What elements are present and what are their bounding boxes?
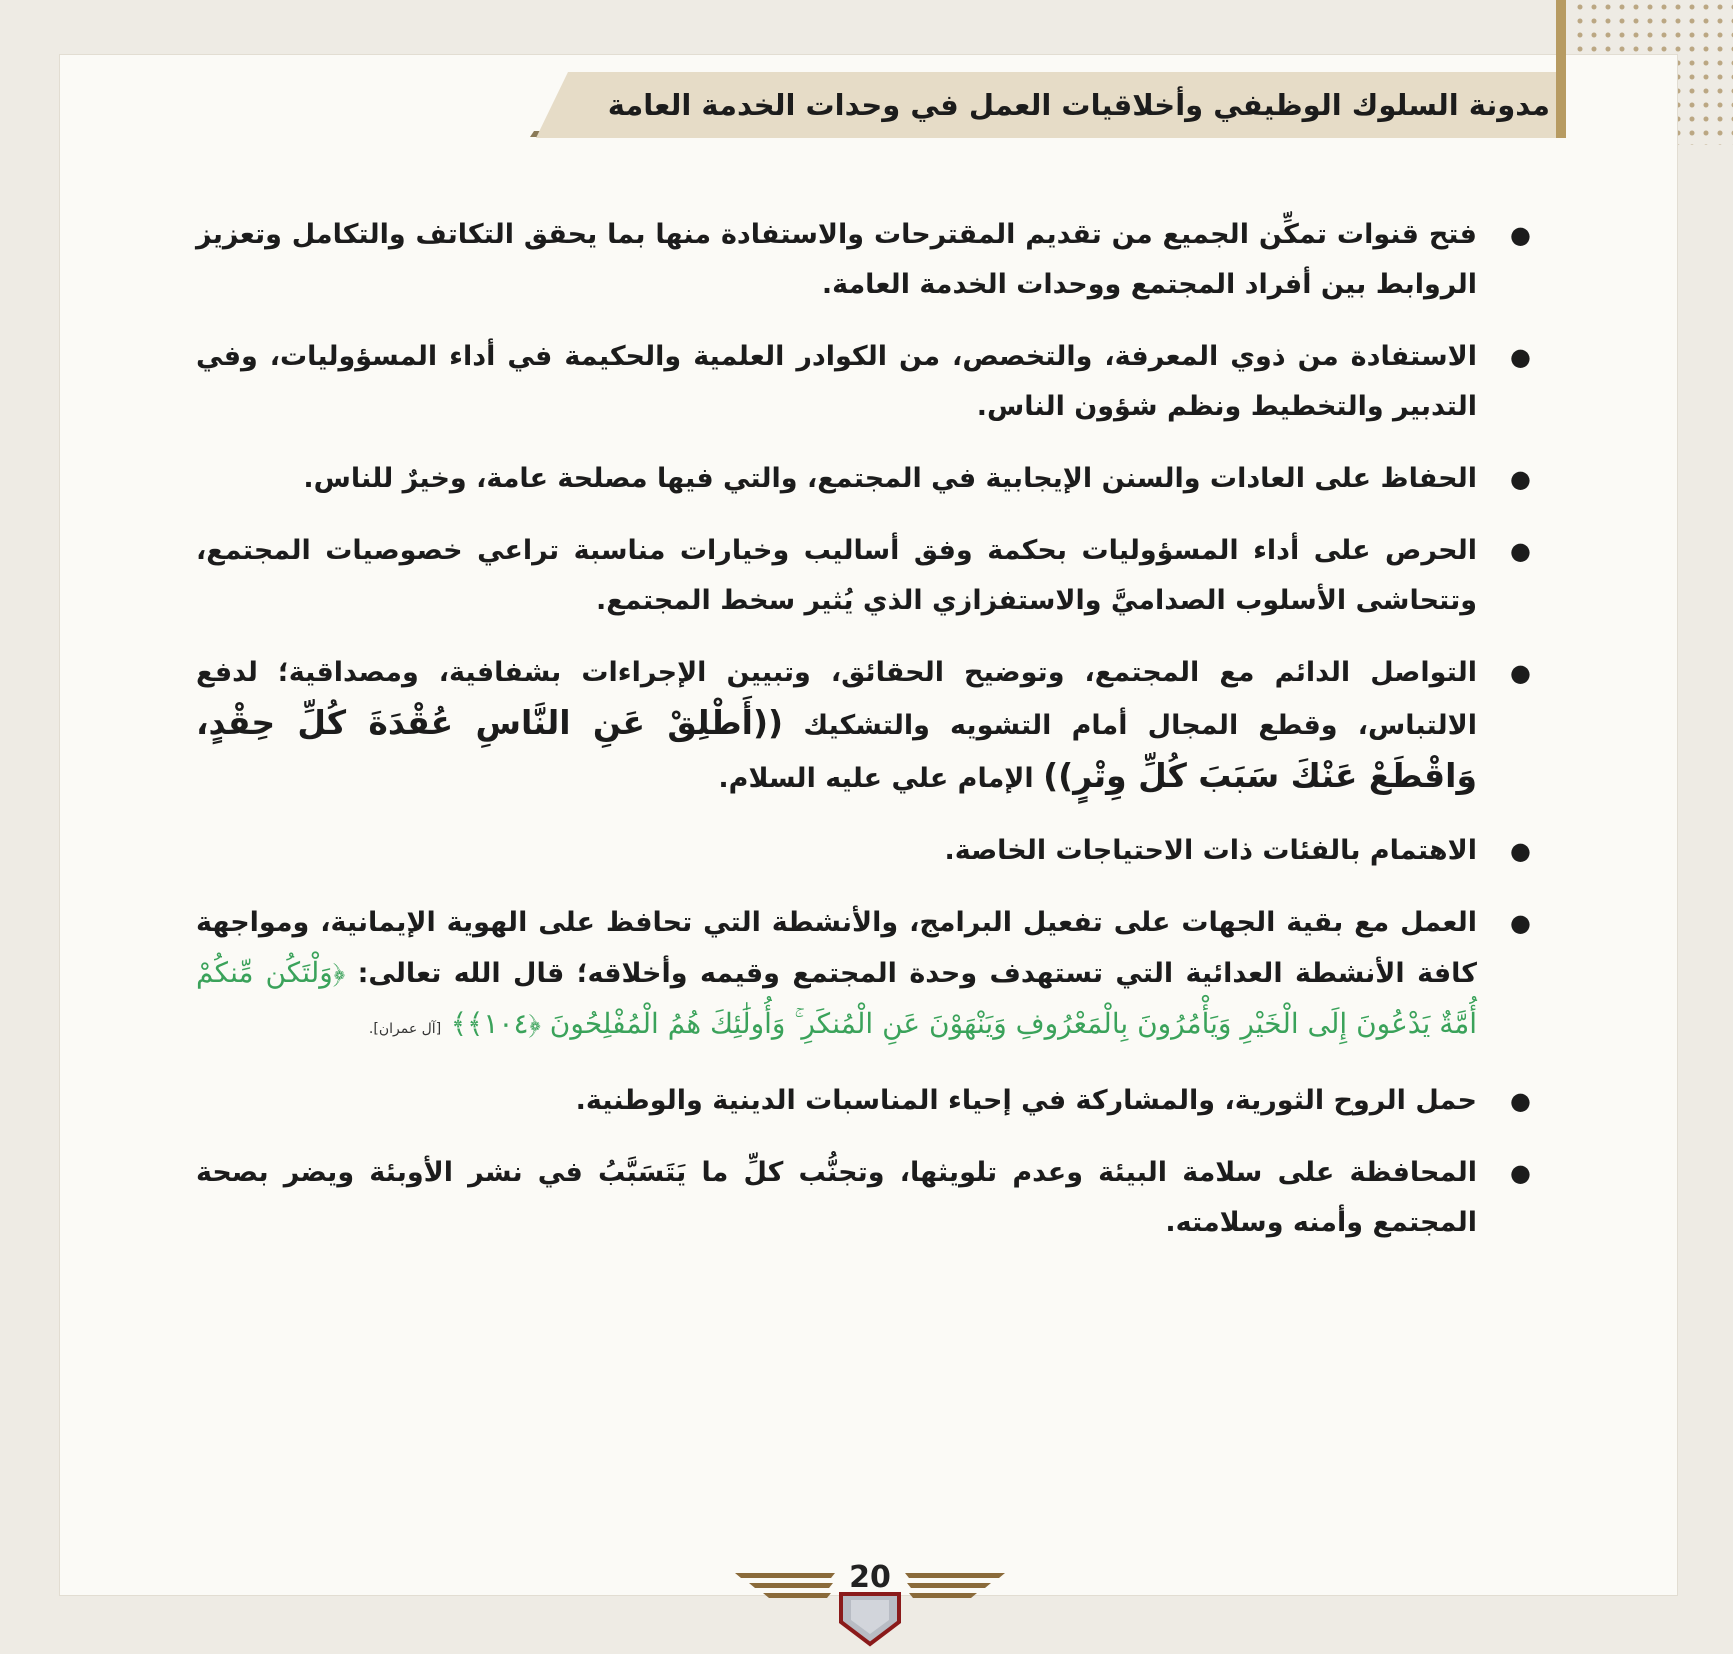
list-item-text: العمل مع بقية الجهات على تفعيل البرامج، والأنشطة التي تحافظ على الهوية الإيمانية، ومواجهة كافة الأنشطة العدائية التي تستهدف وحدة المجتمع وقيمه وأخلاقه؛ قال الله تعالى: <box>196 907 1477 989</box>
bullet-list-container <box>196 210 1531 1270</box>
list-item <box>196 648 1531 804</box>
bullet-icon: ● <box>1510 1087 1531 1115</box>
list-item-text-with-quote <box>196 648 1477 804</box>
bullet-icon: ● <box>1510 537 1531 565</box>
list-item-text: فتح قنوات تمكِّن الجميع من تقديم المقترحات والاستفادة منها بما يحقق التكاتف والتكامل وتعزيز الروابط بين أفراد المجتمع ووحدات الخدمة العامة. <box>196 219 1477 300</box>
list-item-text: المحافظة على سلامة البيئة وعدم تلويثها، وتجنُّب كلِّ ما يَتَسَبَّبُ في نشر الأوبئة ويضر بصحة المجتمع وأمنه وسلامته. <box>196 1157 1477 1238</box>
list-item-text: حمل الروح الثورية، والمشاركة في إحياء المناسبات الدينية والوطنية. <box>575 1085 1477 1116</box>
list-item <box>196 332 1531 432</box>
list-item <box>196 1076 1531 1126</box>
list-item <box>196 1148 1531 1248</box>
imam-ali-quote: ((أَطْلِقْ عَنِ النَّاسِ عُقْدَةَ كُلِّ حِقْدٍ، وَاقْطَعْ عَنْكَ سَبَبَ كُلِّ وِتْرٍ)) <box>196 703 1477 795</box>
page-number: 20 <box>849 1560 891 1595</box>
bullet-icon: ● <box>1510 1159 1531 1187</box>
list-item-text: الاستفادة من ذوي المعرفة، والتخصص، من الكوادر العلمية والحكيمة في أداء المسؤوليات، وفي التدبير والتخطيط ونظم شؤون الناس. <box>196 341 1477 422</box>
quote-attribution: الإمام علي عليه السلام. <box>718 763 1044 794</box>
list-item-text: التواصل الدائم مع المجتمع، وتوضيح الحقائق، وتبيين الإجراءات بشفافية، ومصداقية؛ لدفع الالتباس، وقطع المجال أمام التشويه والتشكيك <box>196 657 1477 741</box>
verse-reference: [آل عمران]. <box>368 1021 442 1037</box>
list-item <box>196 454 1531 504</box>
list-item <box>196 210 1531 310</box>
list-item-text: الحفاظ على العادات والسنن الإيجابية في المجتمع، والتي فيها مصلحة عامة، وخيرٌ للناس. <box>303 463 1477 494</box>
bullet-icon: ● <box>1510 837 1531 865</box>
list-item <box>196 898 1531 1054</box>
list-item-text-with-verse <box>196 898 1477 1054</box>
header-title: مدونة السلوك الوظيفي وأخلاقيات العمل في وحدات الخدمة العامة <box>607 88 1550 122</box>
list-item <box>196 526 1531 626</box>
bullet-list <box>196 210 1531 1248</box>
header-gold-strip <box>1556 0 1566 138</box>
list-item-text: الحرص على أداء المسؤوليات بحكمة وفق أساليب وخيارات مناسبة تراعي خصوصيات المجتمع، وتتحاشى الأسلوب الصداميَّ والاستفزازي الذي يُثير سخط المجتمع. <box>196 535 1477 616</box>
bullet-icon: ● <box>1510 343 1531 371</box>
bullet-icon: ● <box>1510 909 1531 937</box>
list-item-text: الاهتمام بالفئات ذات الاحتياجات الخاصة. <box>944 835 1477 866</box>
list-item <box>196 826 1531 876</box>
quran-verse: ﴿وَلْتَكُن مِّنكُمْ أُمَّةٌ يَدْعُونَ إِلَى الْخَيْرِ وَيَأْمُرُونَ بِالْمَعْرُوفِ وَيَنْهَوْنَ عَنِ الْمُنكَرِ ۚ وَأُولَٰئِكَ هُمُ الْمُفْلِحُونَ ﴿١٠٤﴾﴾ <box>196 956 1477 1040</box>
bullet-icon: ● <box>1510 221 1531 249</box>
bullet-icon: ● <box>1510 659 1531 687</box>
bullet-icon: ● <box>1510 465 1531 493</box>
